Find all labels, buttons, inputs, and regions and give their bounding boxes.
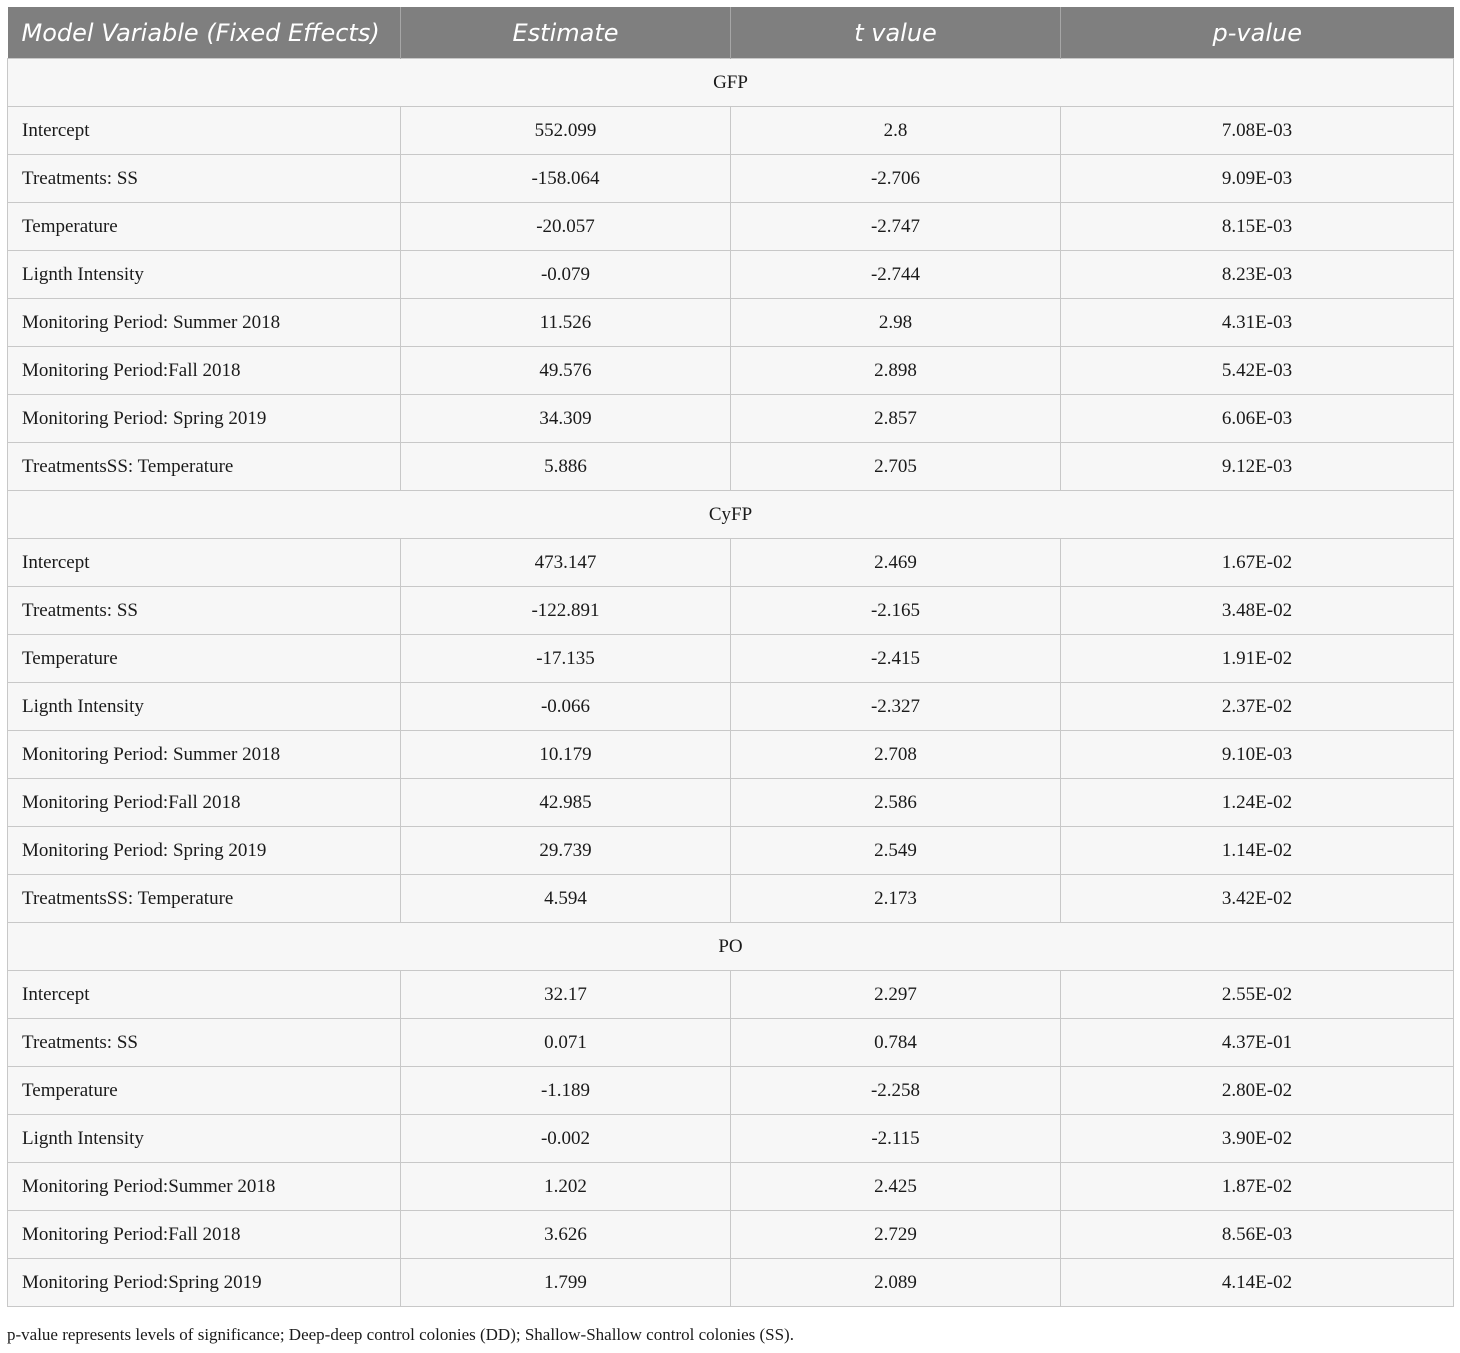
cell-variable: Monitoring Period: Summer 2018: [8, 299, 401, 347]
cell-variable: Monitoring Period:Summer 2018: [8, 1163, 401, 1211]
table-row: [8, 1163, 1454, 1211]
cell-p-value: 4.14E-02: [1061, 1259, 1454, 1307]
cell-t-value: 2.708: [731, 731, 1061, 779]
cell-variable: Monitoring Period:Fall 2018: [8, 779, 401, 827]
cell-p-value: 6.06E-03: [1061, 395, 1454, 443]
column-header-p-value: p-value: [1061, 7, 1454, 59]
cell-estimate: -20.057: [401, 203, 731, 251]
cell-p-value: 2.80E-02: [1061, 1067, 1454, 1115]
fixed-effects-table: [7, 7, 1454, 1307]
cell-p-value: 9.10E-03: [1061, 731, 1454, 779]
cell-estimate: -0.066: [401, 683, 731, 731]
cell-estimate: 49.576: [401, 347, 731, 395]
cell-variable: Temperature: [8, 1067, 401, 1115]
cell-estimate: 552.099: [401, 107, 731, 155]
table-row: [8, 779, 1454, 827]
cell-estimate: -0.079: [401, 251, 731, 299]
section-title: PO: [8, 923, 1454, 971]
cell-variable: Lignth Intensity: [8, 1115, 401, 1163]
cell-p-value: 8.15E-03: [1061, 203, 1454, 251]
cell-p-value: 8.56E-03: [1061, 1211, 1454, 1259]
cell-p-value: 9.09E-03: [1061, 155, 1454, 203]
cell-t-value: 2.898: [731, 347, 1061, 395]
cell-variable: Intercept: [8, 107, 401, 155]
cell-variable: Treatments: SS: [8, 1019, 401, 1067]
cell-t-value: 2.586: [731, 779, 1061, 827]
cell-estimate: -122.891: [401, 587, 731, 635]
cell-t-value: 2.705: [731, 443, 1061, 491]
cell-estimate: 34.309: [401, 395, 731, 443]
cell-variable: Lignth Intensity: [8, 251, 401, 299]
cell-variable: TreatmentsSS: Temperature: [8, 875, 401, 923]
table-row: [8, 443, 1454, 491]
table-row: [8, 539, 1454, 587]
header-row: [8, 7, 1454, 59]
cell-p-value: 5.42E-03: [1061, 347, 1454, 395]
cell-t-value: 2.729: [731, 1211, 1061, 1259]
cell-t-value: 2.297: [731, 971, 1061, 1019]
table-row: [8, 1067, 1454, 1115]
cell-variable: Monitoring Period:Spring 2019: [8, 1259, 401, 1307]
cell-p-value: 3.42E-02: [1061, 875, 1454, 923]
table-row: [8, 347, 1454, 395]
table-row: [8, 587, 1454, 635]
table-body: [8, 59, 1454, 1307]
cell-t-value: -2.706: [731, 155, 1061, 203]
table-row: [8, 827, 1454, 875]
cell-t-value: 2.549: [731, 827, 1061, 875]
table-footnote: p-value represents levels of significance; Deep-deep control colonies (DD); Shallow-Shallow control colonies (SS).: [7, 1325, 794, 1344]
cell-variable: Monitoring Period: Spring 2019: [8, 395, 401, 443]
cell-p-value: 7.08E-03: [1061, 107, 1454, 155]
cell-p-value: 4.31E-03: [1061, 299, 1454, 347]
cell-estimate: 0.071: [401, 1019, 731, 1067]
cell-t-value: -2.327: [731, 683, 1061, 731]
cell-variable: TreatmentsSS: Temperature: [8, 443, 401, 491]
table-row: [8, 107, 1454, 155]
cell-estimate: 32.17: [401, 971, 731, 1019]
table-row: [8, 203, 1454, 251]
cell-p-value: 9.12E-03: [1061, 443, 1454, 491]
cell-t-value: 2.089: [731, 1259, 1061, 1307]
cell-t-value: 2.857: [731, 395, 1061, 443]
cell-estimate: -17.135: [401, 635, 731, 683]
table-row: [8, 299, 1454, 347]
cell-p-value: 2.37E-02: [1061, 683, 1454, 731]
cell-t-value: 2.469: [731, 539, 1061, 587]
cell-estimate: 42.985: [401, 779, 731, 827]
cell-t-value: 2.8: [731, 107, 1061, 155]
table-row: [8, 1211, 1454, 1259]
table-row: [8, 395, 1454, 443]
cell-estimate: 1.202: [401, 1163, 731, 1211]
cell-variable: Intercept: [8, 971, 401, 1019]
cell-p-value: 3.90E-02: [1061, 1115, 1454, 1163]
table-row: [8, 1019, 1454, 1067]
cell-estimate: 29.739: [401, 827, 731, 875]
cell-estimate: -1.189: [401, 1067, 731, 1115]
cell-p-value: 1.24E-02: [1061, 779, 1454, 827]
table-row: [8, 251, 1454, 299]
cell-p-value: 1.91E-02: [1061, 635, 1454, 683]
table-row: [8, 875, 1454, 923]
cell-estimate: -158.064: [401, 155, 731, 203]
section-header-row: [8, 59, 1454, 107]
cell-t-value: -2.747: [731, 203, 1061, 251]
cell-variable: Lignth Intensity: [8, 683, 401, 731]
cell-p-value: 8.23E-03: [1061, 251, 1454, 299]
cell-estimate: 473.147: [401, 539, 731, 587]
table-row: [8, 155, 1454, 203]
section-title: GFP: [8, 59, 1454, 107]
section-header-row: [8, 491, 1454, 539]
cell-p-value: 1.87E-02: [1061, 1163, 1454, 1211]
cell-t-value: -2.744: [731, 251, 1061, 299]
column-header-variable: Model Variable (Fixed Effects): [8, 7, 401, 59]
cell-t-value: 2.173: [731, 875, 1061, 923]
section-header-row: [8, 923, 1454, 971]
table-row: [8, 683, 1454, 731]
cell-estimate: 10.179: [401, 731, 731, 779]
cell-t-value: -2.115: [731, 1115, 1061, 1163]
cell-variable: Monitoring Period:Fall 2018: [8, 1211, 401, 1259]
cell-estimate: 4.594: [401, 875, 731, 923]
table-header: [8, 7, 1454, 59]
cell-t-value: 2.425: [731, 1163, 1061, 1211]
cell-t-value: 0.784: [731, 1019, 1061, 1067]
section-title: CyFP: [8, 491, 1454, 539]
cell-variable: Monitoring Period: Spring 2019: [8, 827, 401, 875]
cell-estimate: 11.526: [401, 299, 731, 347]
table-row: [8, 731, 1454, 779]
table-row: [8, 1115, 1454, 1163]
cell-variable: Monitoring Period: Summer 2018: [8, 731, 401, 779]
table-row: [8, 1259, 1454, 1307]
cell-variable: Monitoring Period:Fall 2018: [8, 347, 401, 395]
cell-t-value: -2.415: [731, 635, 1061, 683]
cell-estimate: 5.886: [401, 443, 731, 491]
cell-estimate: 1.799: [401, 1259, 731, 1307]
cell-t-value: 2.98: [731, 299, 1061, 347]
cell-estimate: 3.626: [401, 1211, 731, 1259]
cell-p-value: 1.67E-02: [1061, 539, 1454, 587]
cell-variable: Treatments: SS: [8, 155, 401, 203]
cell-p-value: 3.48E-02: [1061, 587, 1454, 635]
column-header-estimate: Estimate: [401, 7, 731, 59]
table-row: [8, 971, 1454, 1019]
cell-p-value: 1.14E-02: [1061, 827, 1454, 875]
cell-p-value: 2.55E-02: [1061, 971, 1454, 1019]
cell-estimate: -0.002: [401, 1115, 731, 1163]
cell-t-value: -2.258: [731, 1067, 1061, 1115]
cell-variable: Treatments: SS: [8, 587, 401, 635]
table-row: [8, 635, 1454, 683]
cell-p-value: 4.37E-01: [1061, 1019, 1454, 1067]
cell-t-value: -2.165: [731, 587, 1061, 635]
cell-variable: Temperature: [8, 203, 401, 251]
cell-variable: Intercept: [8, 539, 401, 587]
cell-variable: Temperature: [8, 635, 401, 683]
column-header-t-value: t value: [731, 7, 1061, 59]
